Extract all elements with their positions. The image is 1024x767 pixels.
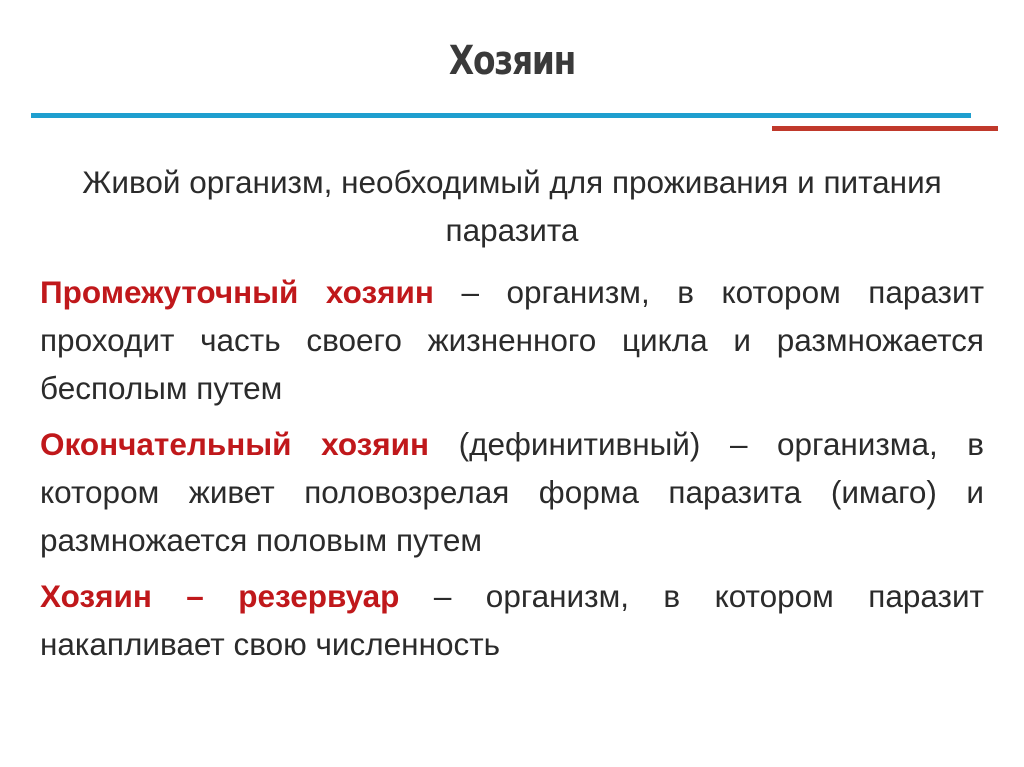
title-underline-red bbox=[772, 126, 998, 131]
definition-definitive-host bbox=[40, 420, 984, 564]
definition-reservoir-host bbox=[40, 572, 984, 668]
intro-definition: Живой организм, необходимый для проживания и питания паразита bbox=[82, 164, 942, 248]
term-definitive-host: Окончательный хозяин bbox=[40, 426, 430, 462]
title-underline-blue bbox=[31, 113, 971, 118]
term-reservoir-host: Хозяин – резервуар bbox=[40, 578, 400, 614]
definition-text: – организм, в котором паразит проходит часть своего жизненного цикла и размножается бесполым путем bbox=[40, 274, 984, 406]
slide-body bbox=[40, 158, 984, 676]
definition-text: – организм, в котором паразит накапливает свою численность bbox=[40, 578, 984, 662]
slide-title: Хозяин bbox=[448, 38, 576, 84]
definition-intermediate-host bbox=[40, 268, 984, 412]
definition-text: (дефинитивный) – организма, в котором живет половозрелая форма паразита (имаго) и размножается половым путем bbox=[40, 426, 984, 558]
term-intermediate-host: Промежуточный хозяин bbox=[40, 274, 434, 310]
